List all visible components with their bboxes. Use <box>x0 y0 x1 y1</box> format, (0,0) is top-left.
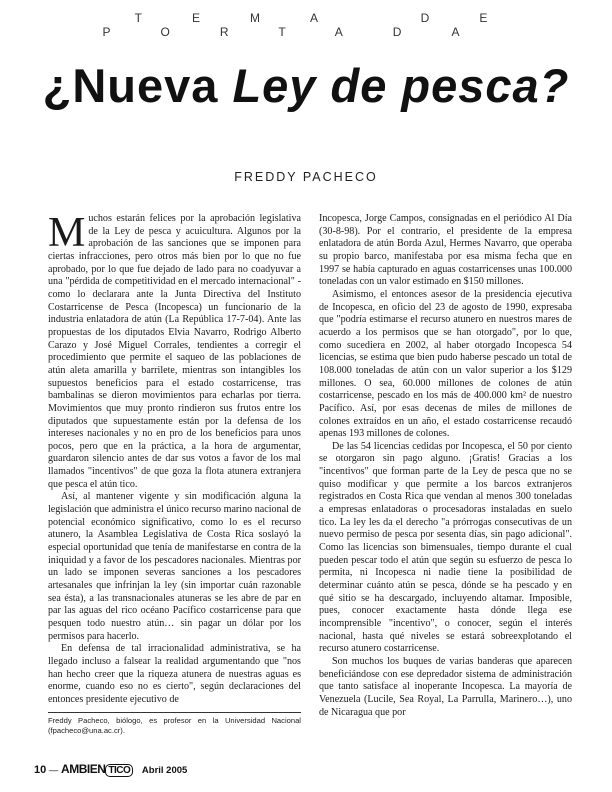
paragraph: Asimismo, el entonces asesor de la presidencia ejecutiva de Incopesca, en oficio del 23 de agosto de 1990, expresaba que "podría estimarse el recurso atunero en nuestros mares de acuerdo a los permisos que se han otorgado", por lo que, como sucediera en 2002, al haber otorgado Incopesca 54 licencias, se estima que bien pudo haberse pescado un total de 108.000 toneladas de atún con un valor superior a los $129 millones. O sea, 60.000 millones de colones de atún costarricense, pescado en los más de 400.000 km² de nuestro Pacífico. Así, por esas decenas de miles de millones de colones extraídos en un año, el estado costarricense recaudó apenas 193 millones de colones. <box>319 288 572 440</box>
author-footnote: Freddy Pacheco, biólogo, es profesor en la Universidad Nacional (fpacheco@una.ac.cr). <box>48 716 301 735</box>
paragraph: Incopesca, Jorge Campos, consignadas en el periódico Al Día (30-8-98). Por el contrario, el presidente de la empresa enlatadora de atún Borda Azul, Hermes Navarro, que operaba su propio barco, manifestaba por esa misma fecha que en 1997 se había capturado en aguas costarricenses unas 100.000 toneladas con un valor estimado en $150 millones. <box>319 213 572 288</box>
paragraph: De las 54 licencias cedidas por Incopesca, el 50 por ciento se otorgaron sin pago alguno. ¡Gratis! Gracias a los "incentivos" que forman parte de la Ley de pesca que no se quiso modificar y que permite a los barcos extranjeros registrados en Costa Rica que vendan al menos 300 toneladas a empresas enlatadoras o procesadoras instaladas en suelo tico. La ley les da el derecho "a prórrogas consecutivas de un nuevo permiso de pesca por sesenta días, sin pago adicional". Como las licencias son bimensuales, tiempo durante el cual pueden pescar todo el atún que según su esfuerzo de pesca lo permita, ni Incopesca ni nadie tiene la posibilidad de determinar cuánto atún se pesca, dónde se ha pescado y en qué sitio se ha descargado, incluyendo altamar. Imposible, pues, conocer exactamente hasta dónde llega ese incomprensible "incentivo", o conocer, según el interés nacional, hasta qué niveles se estará sobreexplotando el recurso atunero costarricense. <box>319 440 572 655</box>
paragraph: En defensa de tal irracionalidad administrativa, se ha llegado incluso a falsear la realidad argumentando que "nos han hecho creer que la riqueza atunera de nuestras aguas es enorme, cuando eso no es cierto", según declaraciones del entonces presidente ejecutivo de <box>48 643 301 705</box>
right-column <box>319 213 572 719</box>
page-number: 10 <box>34 764 47 776</box>
headline-italic: Ley de pesca? <box>232 59 570 112</box>
footnote-divider <box>48 712 301 713</box>
paragraph: Muchos estarán felices por la aprobación legislativa de la Ley de pesca y acuicultura. Algunos por la aprobación de las sanciones que se imponen para ciertas infracciones, pero otros más bien por lo que no fue aprobado, por lo que fue dejado de lado para no coadyuvar a una "pérdida de competitividad en el mercado internacional" -como lo declarara ante la Junta Directiva del Instituto Costarricense de Pesca (Incopesca) un funcionario de la industria enlatadora de atún (La República 17-7-04). Ante las propuestas de los diputados Elvia Navarro, Rodrigo Alberto Carazo y José Miguel Corrales, tendientes a corregir el procedimiento que permite el saqueo de las poblaciones de atún aleta amarilla y barrilete, mientras son intangibles los supuestos beneficios para el estado costarricense, tras bambalinas se dieron movimientos para echarlas por tierra. Movimientos que muy pronto rindieron sus frutos entre los diputados que supuestamente están por la defensa de los intereses nacionales y no en pro de los beneficios para unos pocos, pero que en la práctica, a la hora de argumentar, guardaron silencio antes de dar sus votos a favor de los mal llamados "incentivos" de que goza la flota atunera extranjera que pesca el atún tico. <box>48 210 301 490</box>
footer-dash: — <box>48 765 59 776</box>
paragraph: Son muchos los buques de varias banderas que aparecen beneficiándose con ese depredador sistema de administración que tanto satisface al inoperante Incopesca. La mayoría de Venezuela (Lucile, Sea Royal, La Parrulla, Marinero…), uno de Nicaragua que por <box>319 655 572 718</box>
magazine-logo: AMBIEN TICO <box>61 762 133 776</box>
article-author: FREDDY PACHECO <box>234 170 378 184</box>
issue-date: Abril 2005 <box>141 765 188 776</box>
article-headline <box>0 58 612 113</box>
headline-part1: ¿Nueva <box>42 59 233 112</box>
section-label: TEMA DE PORTADA <box>102 11 538 39</box>
left-column <box>48 210 301 707</box>
page-footer <box>34 762 187 777</box>
paragraph: Así, al mantener vigente y sin modificación alguna la legislación que administra el único recurso marino nacional de potencial económico significativo, como lo es el recurso atunero, la Asamblea Legislativa de Costa Rica soslayó la especial oportunidad que tenía de manifestarse en contra de la iniquidad y a favor de los pescadores nacionales. Mientras por un lado se imponen severas sanciones a los pescadores artesanales que infrinjan la ley (sin importar cuán razonable sea ésta), a las transnacionales atuneras se les abre de par en par las aguas del rico océano Pacífico costarricense para que pesquen todo nuestro atún… sin pagar un dólar por los permisos para hacerlo. <box>48 491 301 642</box>
drop-cap: M <box>48 210 86 256</box>
